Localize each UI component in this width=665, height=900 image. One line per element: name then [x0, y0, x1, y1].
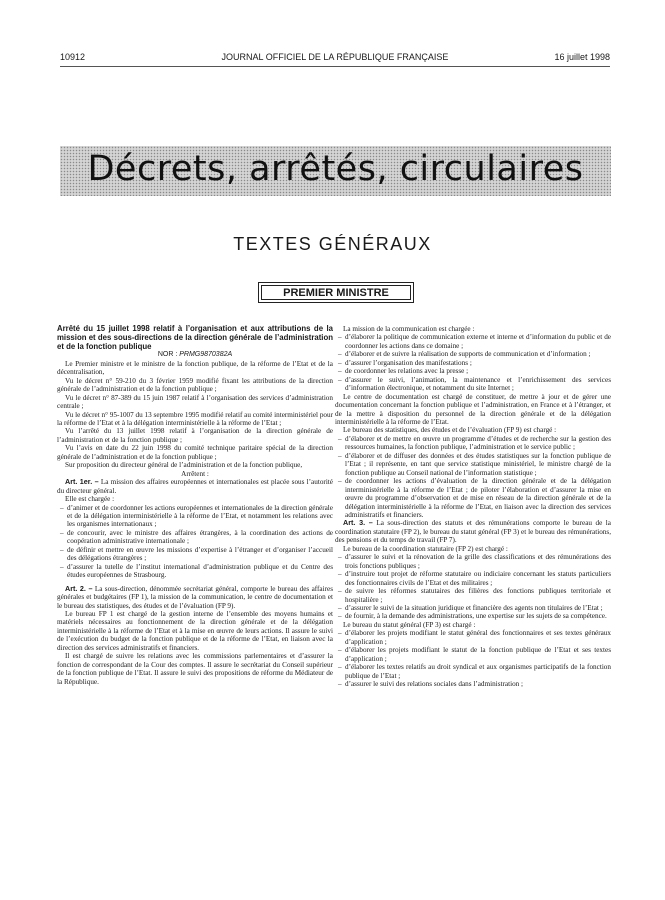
list-item: – d’animer et de coordonner les actions européennes et internationales de la direction générale et de la délégation interministérielle à la réforme de l’Etat, et notamment les relations avec les organismes internationaux ; — [57, 504, 333, 529]
article-3 — [335, 519, 611, 544]
paragraph: Vu l’arrêté du 13 juillet 1998 relatif à l’organisation de la direction générale de l’administration et de la fonction publique ; — [57, 427, 333, 444]
page-header — [60, 52, 610, 66]
section-title: TEXTES GÉNÉRAUX — [233, 234, 432, 254]
list-item: – d’assurer le suivi de la situation juridique et financière des agents non titulaires de l’Etat ; — [335, 604, 611, 612]
list-item: – de coordonner les relations avec la presse ; — [335, 367, 611, 375]
list-item: – d’assurer l’organisation des manifestations ; — [335, 359, 611, 367]
list-item: – d’assurer le suivi des relations sociales dans l’administration ; — [335, 680, 611, 688]
nor-code: PRMG9870382A — [179, 351, 233, 359]
list-item: – d’instruire tout projet de réforme statutaire ou indiciaire concernant les statuts particuliers des fonctionnaires civils de l’Etat et des militaires ; — [335, 570, 611, 587]
article-text: La sous-direction des statuts et des rémunérations comporte le bureau de la coordination statutaire (FP 2), le bureau du statut général (FP 3) et le bureau des rémunérations, des pensions et du temps de travail (FP 7). — [335, 519, 611, 545]
article-2 — [57, 585, 333, 610]
article-1 — [57, 478, 333, 495]
list-item: – d’élaborer la politique de communication externe et interne et d’information du public et de coordonner les actions dans ce domaine ; — [335, 333, 611, 350]
paragraph: Le bureau du statut général (FP 3) est chargé : — [343, 620, 476, 629]
left-column — [57, 325, 333, 686]
article-text: La sous-direction, dénommée secrétariat général, comporte le bureau des affaires générales et budgétaires (FP 1), la mission de la communication, le centre de documentation et le bureau des statistiques, des études et de l’évaluation (FP 9). — [57, 584, 333, 610]
paragraph: Le bureau FP 1 est chargé de la gestion interne de l’ensemble des moyens humains et matériels nécessaires au fonctionnement de la direction générale et de la délégation interministérielle à la réforme de l’Etat et à la mise en œuvre de leurs actions. Il assure le suivi de l’exécution du budget de la fonction publique et de la réforme de l’Etat, en liaison avec la direction des services administratifs et financiers. — [57, 609, 333, 652]
paragraph: Il est chargé de suivre les relations avec les commissions parlementaires et d’assurer la fonction de correspondant de la Cour des comptes. Il assure le secrétariat du Conseil supérieur de la fonction publique de l’Etat. Il assure le suivi des propositions de réforme du Médiateur de la République. — [57, 652, 333, 686]
paragraph: Vu l’avis en date du 22 juin 1998 du comité technique paritaire spécial de la direction générale de l’administration et de la fonction publique ; — [57, 444, 333, 461]
list-item: – de fournir, à la demande des administrations, une expertise sur les sujets de sa compétence. — [335, 612, 611, 620]
paragraph: Le bureau des statistiques, des études et de l’évaluation (FP 9) est chargé : — [343, 426, 557, 435]
nor-reference — [57, 351, 333, 359]
list-item: – d’assurer le suivi, l’animation, la maintenance et l’enrichissement des services d’information électronique, et notamment du site Internet ; — [335, 376, 611, 393]
list-item: – d’élaborer et de mettre en œuvre un programme d’études et de recherche sur la gestion des ressources humaines, la fonction publique, l’administration et le service public ; — [335, 435, 611, 452]
list-item: – de concourir, avec le ministre des affaires étrangères, à la coordination des actions de coopération administrative internationale ; — [57, 529, 333, 546]
ministry-label: PREMIER MINISTRE — [261, 285, 411, 300]
list-item: – de suivre les réformes statutaires des filières des fonctions publiques territoriale et hospitalière ; — [335, 587, 611, 604]
list-item: – de définir et mettre en œuvre les missions d’expertise à l’étranger et d’organiser l’accueil des délégations étrangères ; — [57, 546, 333, 563]
paragraph: Elle est chargée : — [65, 495, 115, 504]
header-rule — [60, 66, 610, 67]
list-item: – d’élaborer et de suivre la réalisation de supports de communication et d’information ; — [335, 350, 611, 358]
list-item: – d’assurer la tutelle de l’institut international d’administration publique et du Centre des études européennes de Strasbourg. — [57, 563, 333, 580]
paragraph: Vu le décret n° 95-1007 du 13 septembre 1995 modifié relatif au comité interministériel pour la réforme de l’Etat et à la délégation interministérielle à la réforme de l’Etat ; — [57, 410, 333, 428]
list-item: – d’élaborer les projets modifiant le statut général des fonctionnaires et ses textes généraux d’application ; — [335, 629, 611, 646]
banner-title: Décrets, arrêtés, circulaires — [87, 149, 584, 189]
right-column — [335, 325, 611, 688]
list-item: – d’élaborer et de diffuser des données et des études statistiques sur la fonction publique de l’Etat ; il représente, en tant que service statistique ministériel, le ministre chargé de la fonction publique au Conseil national de l’information statistique ; — [335, 452, 611, 477]
paragraph: Sur proposition du directeur général de l’administration et de la fonction publique, — [65, 461, 303, 470]
paragraph: Le bureau de la coordination statutaire (FP 2) est chargé : — [343, 544, 508, 553]
journal-title: JOURNAL OFFICIEL DE LA RÉPUBLIQUE FRANÇAISE — [221, 52, 449, 62]
paragraph: Le centre de documentation est chargé de constituer, de mettre à jour et de gérer une documentation concernant la fonction publique et l’administration, en France et à l’étranger, et de la mettre à disposition du personnel de la direction générale et de la délégation interministérielle à la réforme de l’Etat. — [335, 392, 611, 426]
nor-label: NOR : — [157, 351, 178, 359]
paragraph: Le Premier ministre et le ministre de la fonction publique, de la réforme de l’Etat et de la décentralisation, — [57, 359, 333, 377]
article-number: Art. 2. – — [65, 583, 93, 593]
list-item: – de coordonner les actions d’évaluation de la direction générale et de la délégation interministérielle à la réforme de l’Etat ; de piloter l’élaboration et d’assurer la mise en œuvre du programme d’observation et de mise en réseau de la direction générale et de la délégation interministérielle à la réforme de l’Etat, en liaison avec la direction des services administratifs et financiers. — [335, 477, 611, 519]
list-item: – d’élaborer les textes relatifs au droit syndical et aux organismes participatifs de la fonction publique de l’Etat ; — [335, 663, 611, 680]
arrete-title: Arrêté du 15 juillet 1998 relatif à l’organisation et aux attributions de la mission et des sous-directions de la direction générale de l’administration et de la fonction publique — [57, 324, 333, 351]
article-number: Art. 1er. – — [65, 477, 99, 487]
list-item: – d’élaborer les projets modifiant le statut de la fonction publique de l’Etat et ses textes d’application ; — [335, 646, 611, 663]
issue-date: 16 juillet 1998 — [554, 52, 610, 62]
paragraph: Vu le décret n° 59-210 du 3 février 1959 modifié fixant les attributions de la direction générale de l’administration et de la fonction publique ; — [57, 376, 333, 394]
arretent: Arrêtent : — [181, 469, 209, 478]
paragraph: Vu le décret n° 87-389 du 15 juin 1987 relatif à l’organisation des services d’administration centrale ; — [57, 393, 333, 411]
page-number: 10912 — [60, 52, 86, 62]
ministry-box — [258, 282, 414, 303]
list-item: – d’assurer le suivi et la rénovation de la grille des classifications et des rémunérations des trois fonctions publiques ; — [335, 553, 611, 570]
banner — [60, 146, 611, 196]
article-number: Art. 3. – — [343, 518, 373, 528]
article-text: La mission des affaires européennes et internationales est placée sous l’autorité du directeur général. — [57, 478, 333, 495]
paragraph: La mission de la communication est chargée : — [343, 325, 475, 333]
